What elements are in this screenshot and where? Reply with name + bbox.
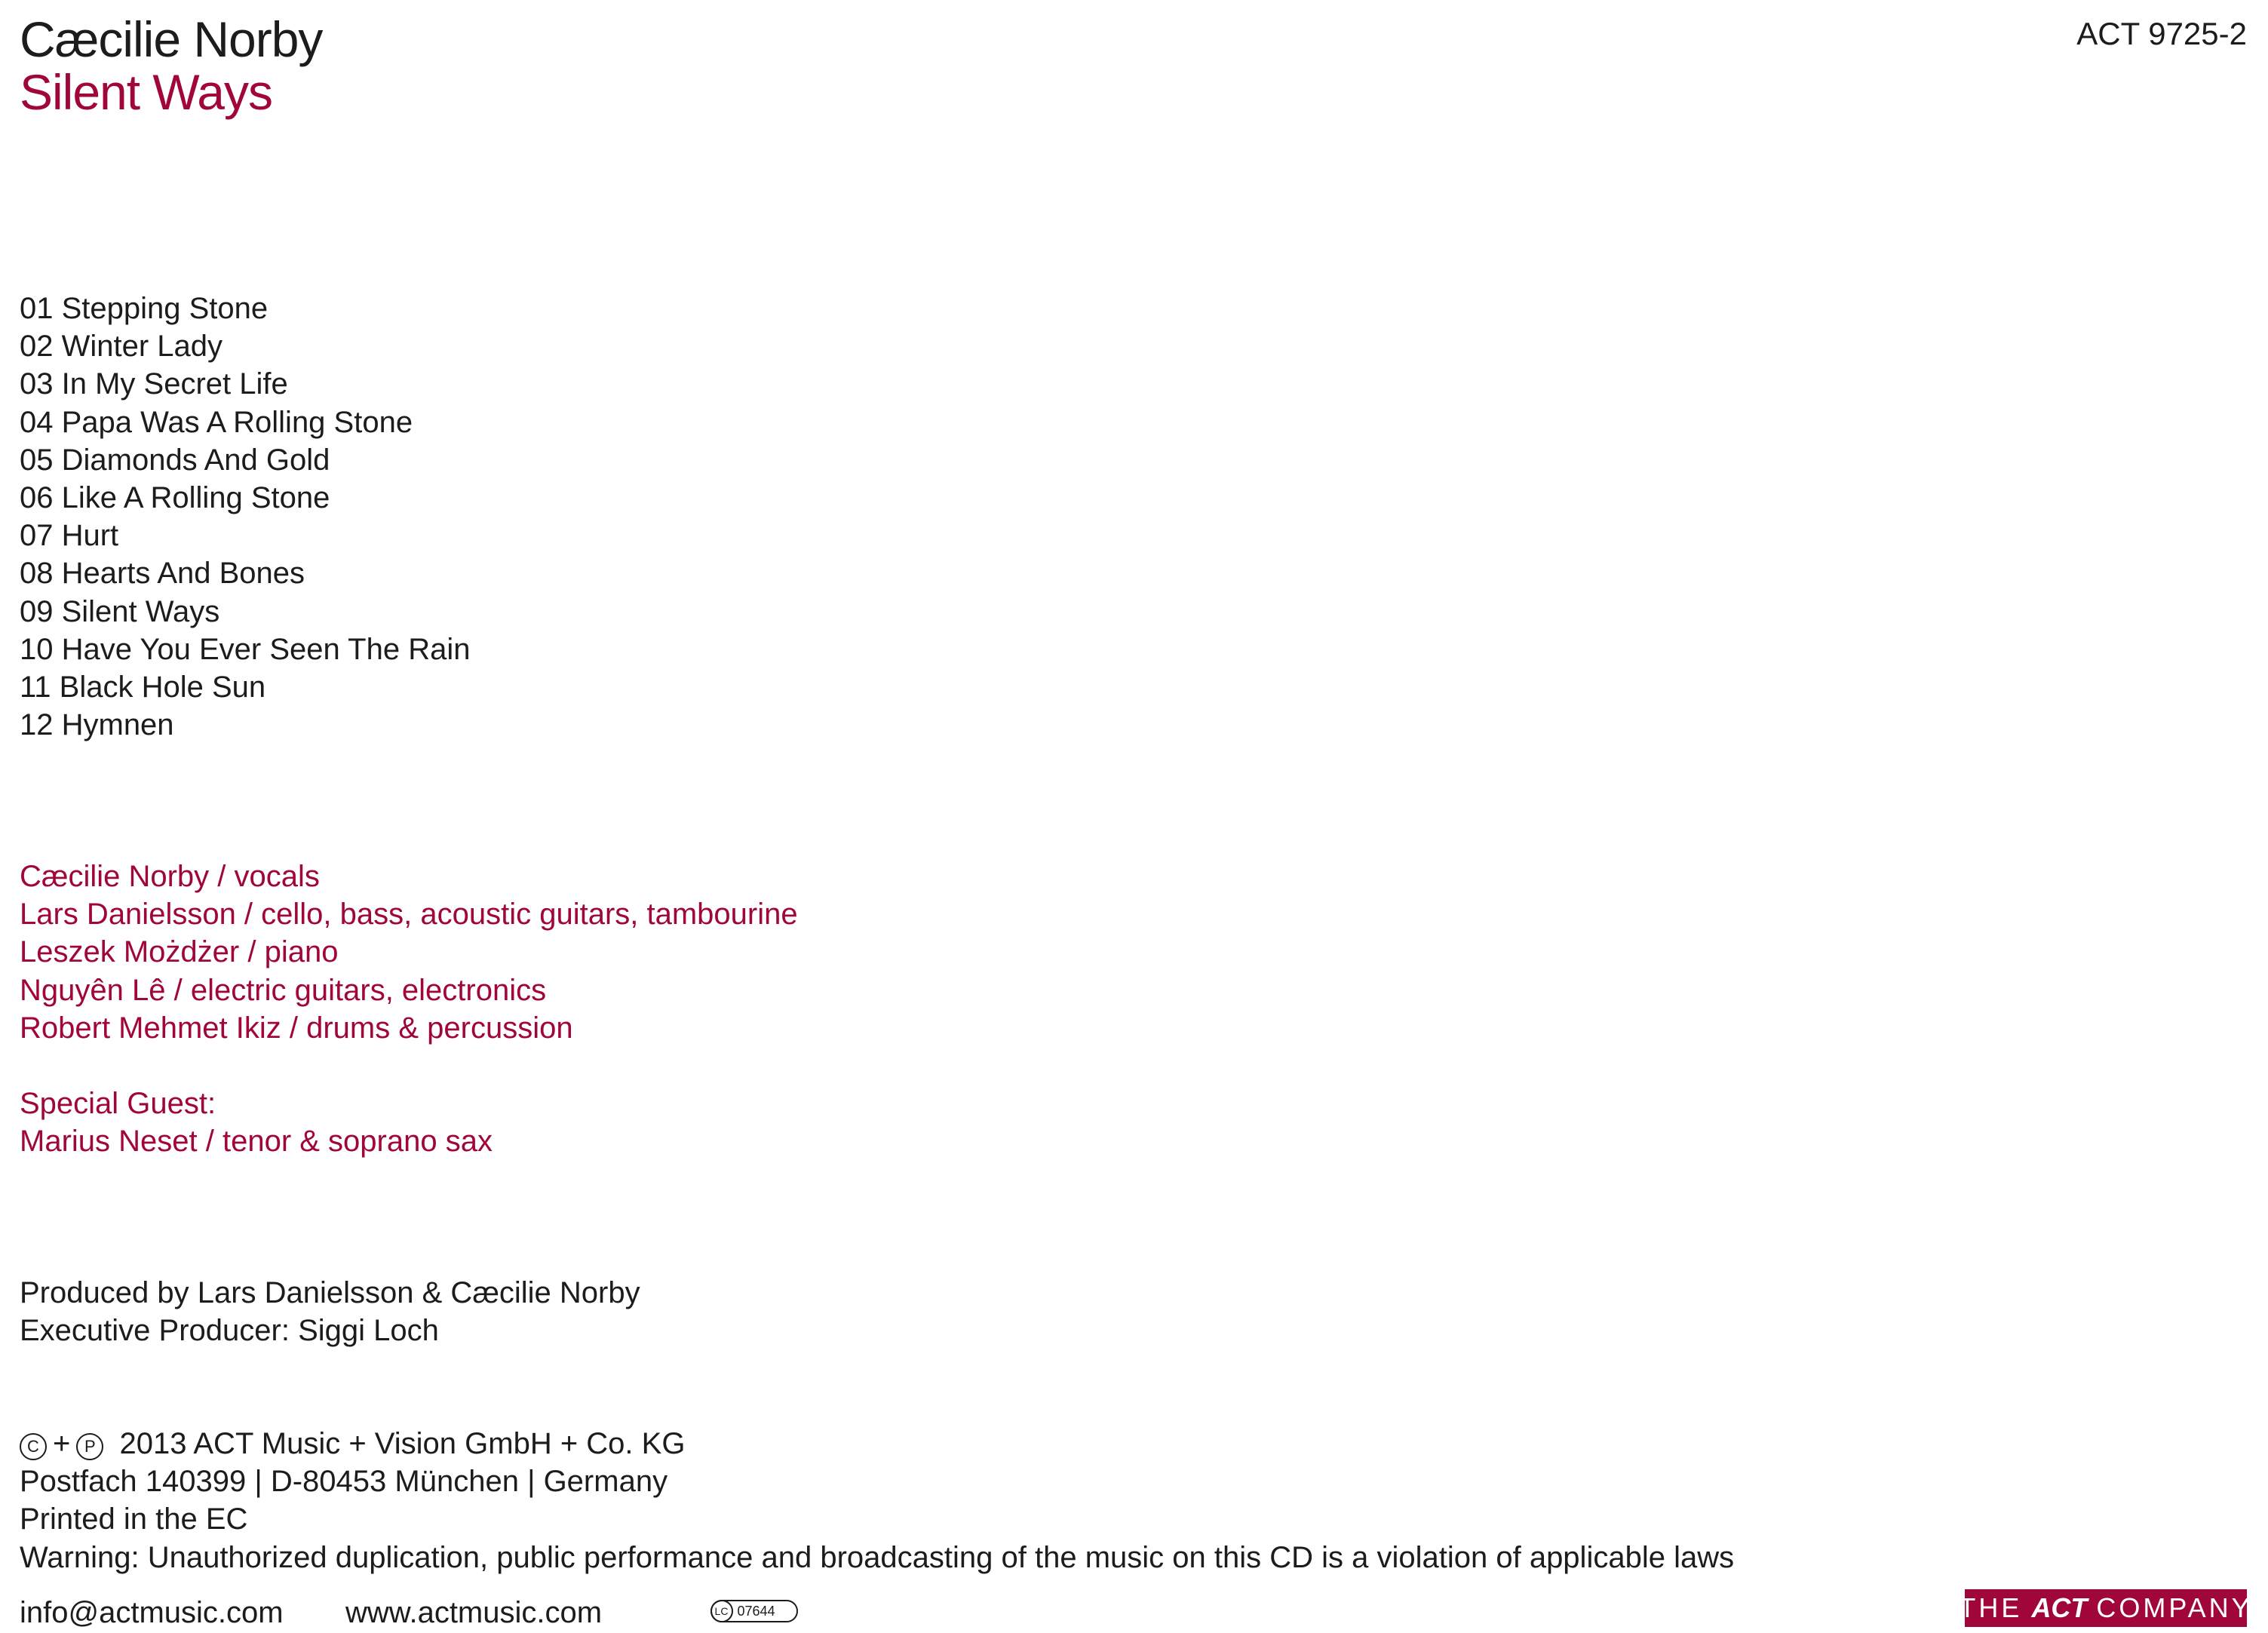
track-item: 04 Papa Was A Rolling Stone [20,405,413,439]
act-company-logo [1959,1589,2253,1627]
email-link[interactable]: info@actmusic.com [20,1596,284,1629]
musicians-list [20,858,798,1047]
label-code-number: 07644 [737,1603,775,1619]
plus-sign: + [53,1427,71,1460]
musician-item: Robert Mehmet Ikiz / drums & percussion [20,1011,573,1045]
phonogram-icon: P [76,1433,103,1460]
label-code-icon: LC [710,1600,733,1622]
logo-suffix: COMPANY [2096,1592,2253,1623]
track-item: 02 Winter Lady [20,330,223,364]
musician-item: Leszek Możdżer / piano [20,935,339,969]
executive-producer: Executive Producer: Siggi Loch [20,1314,439,1348]
address: Postfach 140399 | D-80453 München | Germany [20,1465,668,1499]
logo-brand: ACT [2031,1592,2088,1623]
track-item: 09 Silent Ways [20,594,220,628]
artist-name: Cæcilie Norby [20,11,323,67]
musician-item: Cæcilie Norby / vocals [20,860,320,893]
musician-item: Lars Danielsson / cello, bass, acoustic guitars, tambourine [20,898,798,932]
logo-prefix: THE [1959,1592,2023,1623]
special-guest-heading: Special Guest: [20,1087,216,1120]
copyright-icon: C [20,1433,47,1460]
catalog-number: ACT 9725-2 [2076,16,2247,51]
website-link[interactable]: www.actmusic.com [345,1596,603,1629]
album-title: Silent Ways [20,64,272,120]
track-item: 11 Black Hole Sun [20,671,266,704]
warning-text: Warning: Unauthorized duplication, public performance and broadcasting of the music on this CD is a violation of applicable laws [20,1540,1735,1574]
track-item: 07 Hurt [20,519,119,553]
special-guest-name: Marius Neset / tenor & soprano sax [20,1125,493,1159]
track-item: 10 Have You Ever Seen The Rain [20,632,471,666]
special-guest-section [20,1085,493,1160]
produced-by: Produced by Lars Danielsson & Cæcilie Norby [20,1276,640,1309]
track-item: 12 Hymnen [20,708,174,742]
copyright-line [20,1425,1734,1463]
label-code-badge [710,1600,798,1622]
printed-in: Printed in the EC [20,1503,248,1536]
copyright-text: 2013 ACT Music + Vision GmbH + Co. KG [119,1427,686,1460]
tracklist [20,290,470,744]
track-item: 01 Stepping Stone [20,292,269,325]
track-item: 06 Like A Rolling Stone [20,481,330,515]
track-item: 08 Hearts And Bones [20,557,305,591]
track-item: 05 Diamonds And Gold [20,443,330,477]
track-item: 03 In My Secret Life [20,367,288,401]
musician-item: Nguyên Lê / electric guitars, electronics [20,973,547,1007]
production-credits [20,1274,640,1349]
legal-section [20,1425,1734,1576]
